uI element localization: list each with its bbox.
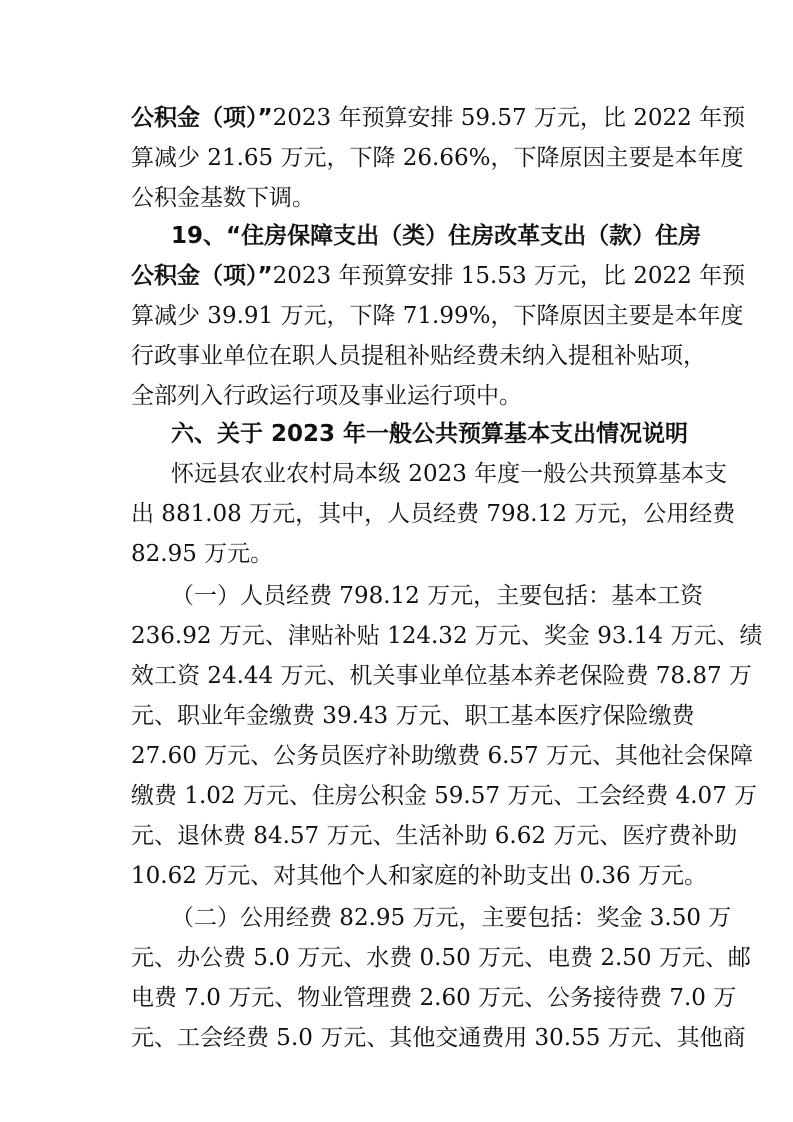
p5-line-1: （二）公用经费 82.95 万元，主要包括：奖金 3.50 万 [171, 905, 732, 931]
p4-line-4: 元、职业年金缴费 39.43 万元、职工基本医疗保险缴费 [131, 703, 695, 729]
p5-line-4: 元、工会经费 5.0 万元、其他交通费用 30.55 万元、其他商 [131, 1025, 746, 1051]
p1-line-1 [131, 100, 746, 136]
p1-line-3: 公积金基数下调。 [131, 185, 315, 211]
p4-line-5: 27.60 万元、公务员医疗补助缴费 6.57 万元、其他社会保障 [131, 743, 753, 769]
p1-line-2: 算减少 21.65 万元，下降 26.66%，下降原因主要是本年度 [131, 145, 744, 171]
p3-line-2: 出 881.08 万元，其中，人员经费 798.12 万元，公用经费 [131, 501, 736, 527]
p3-line-1: 怀远县农业农村局本级 2023 年度一般公共预算基本支 [171, 461, 728, 487]
p4-line-7: 元、退休费 84.57 万元、生活补助 6.62 万元、医疗费补助 [131, 823, 738, 849]
p2-line-2-bold: 公积金（项）” [131, 263, 273, 289]
p1-line-1-text: 2023 年预算安排 59.57 万元，比 2022 年预 [272, 105, 746, 131]
p5-line-2: 元、办公费 5.0 万元、水费 0.50 万元、电费 2.50 万元、邮 [131, 945, 751, 971]
p3-line-3: 82.95 万元。 [131, 541, 274, 567]
section-heading: 六、关于 2023 年一般公共预算基本支出情况说明 [171, 421, 689, 447]
p2-line-4: 行政事业单位在职人员提租补贴经费未纳入提租补贴项， [131, 343, 706, 369]
p4-line-2: 236.92 万元、津贴补贴 124.32 万元、奖金 93.14 万元、绩 [131, 623, 763, 649]
p4-line-6: 缴费 1.02 万元、住房公积金 59.57 万元、工会经费 4.07 万 [131, 783, 758, 809]
p2-line-3: 算减少 39.91 万元，下降 71.99%，下降原因主要是本年度 [131, 303, 744, 329]
p2-line-5: 全部列入行政运行项及事业运行项中。 [131, 383, 522, 409]
p2-line-1: 19、“住房保障支出（类）住房改革支出（款）住房 [171, 223, 702, 249]
p4-line-1: （一）人员经费 798.12 万元，主要包括：基本工资 [171, 583, 704, 609]
p2-line-2-text: 2023 年预算安排 15.53 万元，比 2022 年预 [272, 263, 746, 289]
p2-line-2 [131, 258, 746, 294]
p4-line-8: 10.62 万元、对其他个人和家庭的补助支出 0.36 万元。 [131, 863, 707, 889]
p4-line-3: 效工资 24.44 万元、机关事业单位基本养老保险费 78.87 万 [131, 663, 752, 689]
p5-line-3: 电费 7.0 万元、物业管理费 2.60 万元、公务接待费 7.0 万 [131, 985, 737, 1011]
p1-line-1-bold: 公积金（项）” [131, 105, 273, 131]
